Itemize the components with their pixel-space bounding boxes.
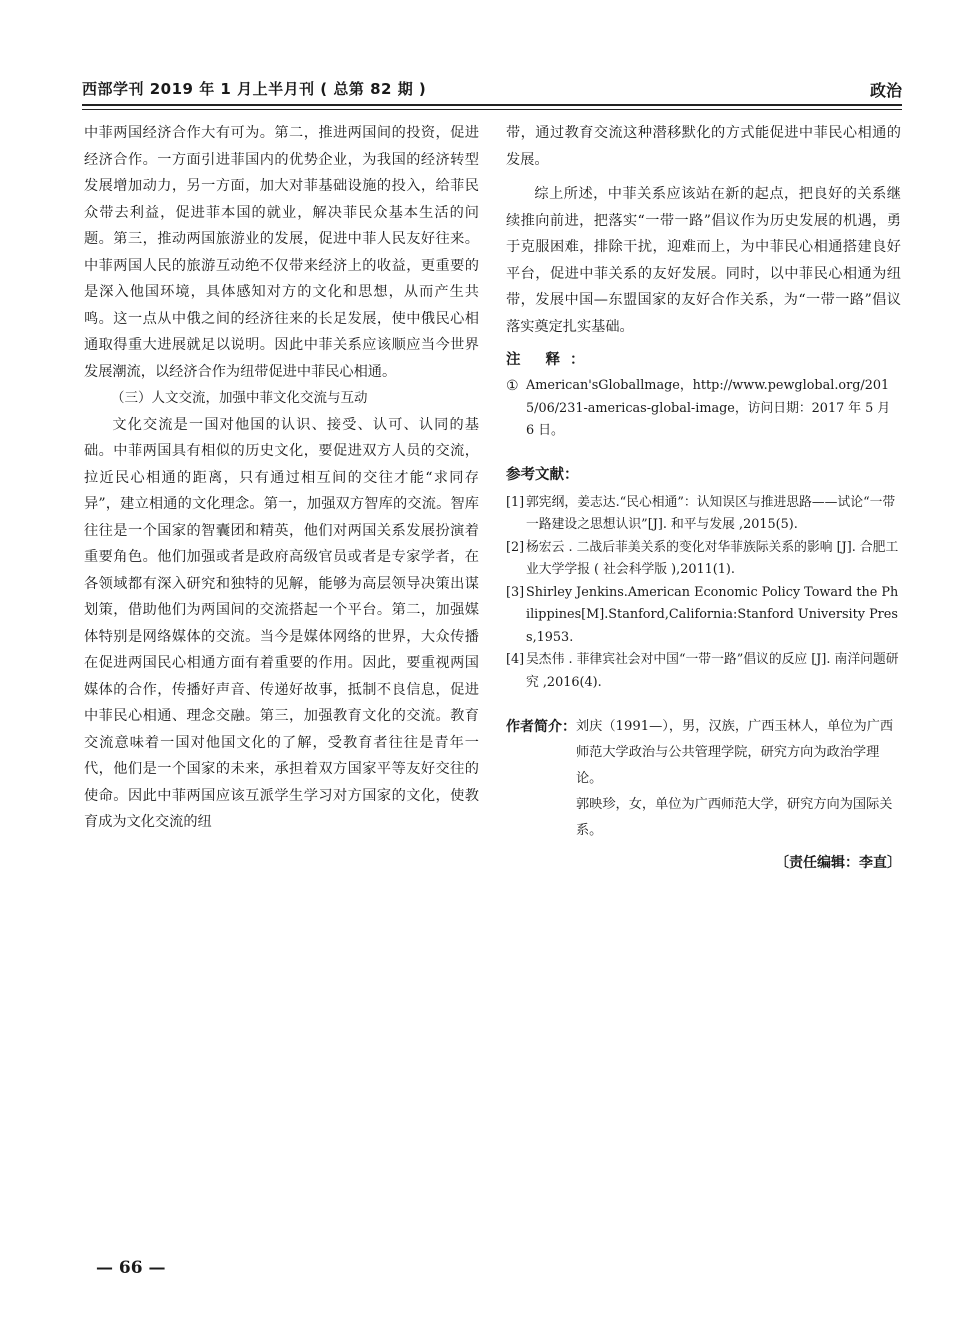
- author-entry: 郭映珍，女，单位为广西师范大学，研究方向为国际关系。: [576, 797, 893, 838]
- body-paragraph: 文化交流是一国对他国的认识、接受、认可、认同的基础。中菲两国具有相似的历史文化，要促进双方人员的交流，拉近民心相通的距离，只有通过相互间的交往才能“求同存异”，建立相通的文化理念。第一，加强双方智库的交流。智库往往是一个国家的智囊团和精英，他们对两国关系发展扮演着重要角色。他们加强或者是政府高级官员或者是专家学者，在各领域都有深入研究和独特的见解，能够为高层领导决策出谋划策，借助他们为两国间的交流搭起一个平台。第二，加强媒体特别是网络媒体的交流。当今是媒体网络的世界，大众传播在促进两国民心相通方面有着重要的作用。因此，要重视两国媒体的合作，传播好声音、传递好故事，抵制不良信息，促进中菲民心相通、理念交融。第三，加强教育文化的交流。教育交流意味着一国对他国文化的了解，受教育者往往是青年一代，他们是一个国家的未来，承担着双方国家平等友好交往的使命。因此中菲两国应该互派学生学习对方国家的文化，使教育成为文化交流的纽: [84, 416, 479, 830]
- body-paragraph: 综上所述，中菲关系应该站在新的起点，把良好的关系继续推向前进，把落实“一带一路”倡议作为历史发展的机遇，勇于克服困难，排除干扰，迎难而上，为中菲民心相通搭建良好平台，促进中菲关系的友好发展。同时，以中菲民心相通为纽带，发展中国—东盟国家的友好合作关系，为“一带一路”倡议落实奠定扎实基础。: [506, 186, 901, 335]
- reference-item: [506, 649, 901, 694]
- page-number: — 66 —: [96, 1258, 166, 1278]
- section-label: 政治: [869, 81, 902, 100]
- reference-number: [2]: [506, 539, 525, 555]
- reference-number: [4]: [506, 652, 525, 667]
- reference-text: Shirley Jenkins.American Economic Policy Toward the Philippines[M].Stanford,California:Stanford University Press,1953.: [526, 584, 899, 645]
- right-column: [506, 120, 901, 872]
- header-rule-thin: [82, 109, 902, 110]
- journal-info: 西部学刊 2019 年 1 月上半月刊 ( 总第 82 期 ): [82, 80, 427, 98]
- notes-heading: 注 释：: [506, 352, 595, 368]
- note-text: American'sGloballmage，http://www.pewglobal.org/2015/06/231-americas-global-image，访问日期：2017 年 5 月 6 日。: [526, 378, 891, 438]
- reference-item: [506, 492, 901, 537]
- reference-item: [506, 537, 901, 582]
- header-rule: [82, 104, 902, 106]
- author-bio: [506, 714, 901, 844]
- body-paragraph: 中菲两国经济合作大有可为。第二，推进两国间的投资，促进经济合作。一方面引进菲国内的优势企业，为我国的经济转型发展增加动力，另一方面，加大对菲基础设施的投入，给菲民众带去利益，促进菲本国的就业，解决菲民众基本生活的问题。第三，推动两国旅游业的发展，促进中菲人民友好往来。中菲两国人民的旅游互动绝不仅带来经济上的收益，更重要的是深入他国环境，具体感知对方的文化和思想，从而产生共鸣。这一点从中俄之间的经济往来的长足发展，使中俄民心相通取得重大进展就足以说明。因此中菲关系应该顺应当今世界发展潮流，以经济合作为纽带促进中菲民心相通。: [84, 125, 479, 380]
- reference-text: 郭宪纲，姜志达.“民心相通”：认知误区与推进思路——试论“一带一路建设之思想认识”[J]. 和平与发展 ,2015(5).: [526, 494, 896, 532]
- note-item: [506, 375, 901, 443]
- reference-text: 杨宏云 . 二战后菲美关系的变化对华菲族际关系的影响 [J]. 合肥工业大学学报 ( 社会科学版 ),2011(1).: [526, 539, 899, 577]
- left-column: [84, 120, 479, 836]
- author-body: [576, 714, 901, 844]
- author-label: 作者简介：: [506, 719, 576, 735]
- reference-item: [506, 582, 901, 650]
- author-entry: 刘庆（1991—），男，汉族，广西玉林人，单位为广西师范大学政治与公共管理学院，研究方向为政治学理论。: [576, 719, 894, 786]
- reference-list: [506, 492, 901, 695]
- reference-number: [3]: [506, 584, 525, 600]
- body-paragraph: 带，通过教育交流这种潜移默化的方式能促进中菲民心相通的发展。: [506, 125, 901, 168]
- reference-number: [1]: [506, 494, 525, 510]
- responsible-editor: 〔责任编辑：李直〕: [775, 855, 901, 871]
- reference-text: 吴杰伟 . 菲律宾社会对中国“一带一路”倡议的反应 [J]. 南洋问题研究 ,2016(4).: [526, 652, 899, 690]
- references-heading: 参考文献：: [506, 466, 579, 483]
- running-header: [82, 78, 902, 104]
- section-subheading: （三）人文交流，加强中菲文化交流与互动: [111, 390, 368, 406]
- note-marker: ①: [506, 378, 519, 394]
